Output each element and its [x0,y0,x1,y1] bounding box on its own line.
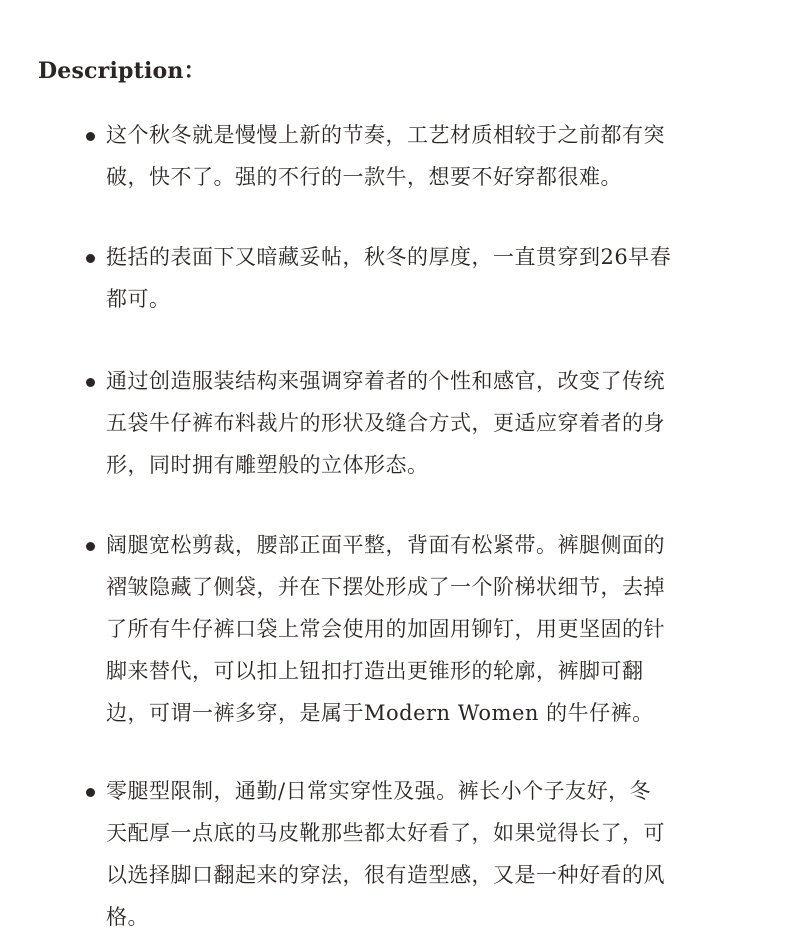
bullet-dot [86,132,95,141]
list-item-line: 挺括的表面下又暗藏妥帖，秋冬的厚度，一直贯穿到26早春 [106,245,672,269]
list-item-line: 零腿型限制，通勤/日常实穿性及强。裤长小个子友好，冬 [106,779,652,803]
list-item-line: 褶皱隐藏了侧袋，并在下摆处形成了一个阶梯状细节，去掉 [106,575,665,599]
bullet-dot [86,378,95,387]
list-item-line: 都可。 [106,287,171,311]
list-item-line: 脚来替代，可以扣上钮扣打造出更锥形的轮廓，裤脚可翻 [106,659,644,683]
bullet-dot [86,788,95,797]
list-item-line: 形，同时拥有雕塑般的立体形态。 [106,453,429,477]
list-item-line: 了所有牛仔裤口袋上常会使用的加固用铆钉，用更坚固的针 [106,617,665,641]
list-item-line: 格。 [106,905,149,929]
list-item-line: 破，快不了。强的不行的一款牛，想要不好穿都很难。 [106,165,622,189]
list-item-line: 这个秋冬就是慢慢上新的节奏，工艺材质相较于之前都有突 [106,123,665,147]
list-item-line: 天配厚一点底的马皮靴那些都太好看了，如果觉得长了，可 [106,821,665,845]
list-item-line: 边，可谓一裤多穿，是属于Modern Women 的牛仔裤。 [106,701,654,725]
list-item-line: 五袋牛仔裤布料裁片的形状及缝合方式，更适应穿着者的身 [106,411,665,435]
description-heading: Description： [38,58,206,84]
list-item-line: 阔腿宽松剪裁，腰部正面平整，背面有松紧带。裤腿侧面的 [106,533,665,557]
list-item-line: 以选择脚口翻起来的穿法，很有造型感，又是一种好看的风 [106,863,665,887]
bullet-dot [86,254,95,263]
list-item-line: 通过创造服装结构来强调穿着者的个性和感官，改变了传统 [106,369,665,393]
bullet-dot [86,542,95,551]
